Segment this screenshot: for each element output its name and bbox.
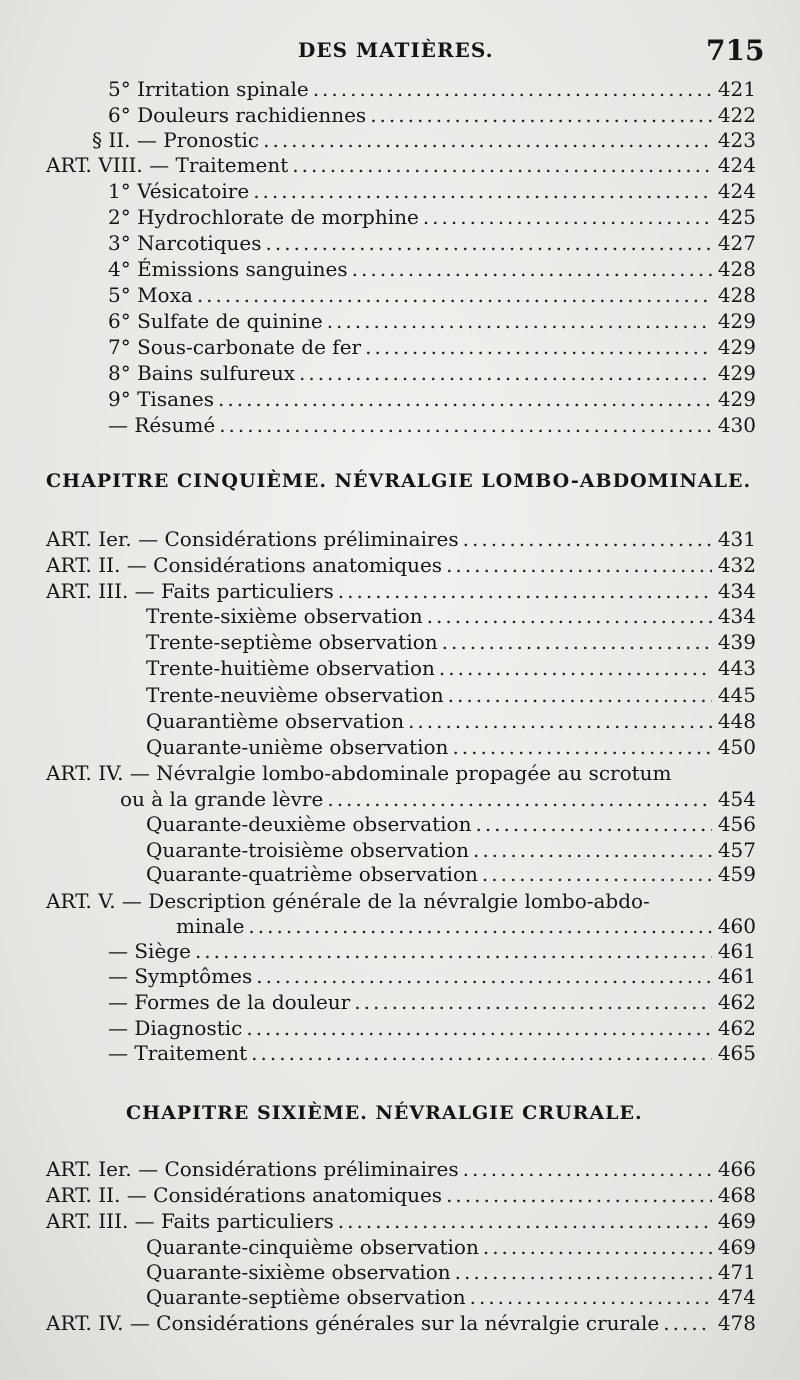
toc-entry-page: 429 (717, 387, 756, 411)
toc-entry-page: 461 (717, 939, 756, 963)
toc-entry-page: 443 (717, 656, 756, 680)
toc-entry (46, 1310, 756, 1336)
toc-entry-page: 454 (717, 787, 756, 811)
toc-entry-text: ART. III. — Faits particuliers (46, 579, 334, 603)
toc-entry-text: Quarante-troisième observation (146, 838, 469, 862)
toc-entry-text: Quarante-cinquième observation (146, 1235, 479, 1259)
toc-entry-page: 434 (717, 604, 756, 628)
toc-entry-page: 450 (717, 735, 756, 759)
toc-entry-page: 457 (717, 838, 756, 862)
toc-entry (146, 682, 756, 708)
toc-entry-text: ART. II. — Considérations anatomiques (46, 1183, 443, 1207)
toc-entry-page: 448 (717, 709, 756, 733)
toc-entry-text: Trente-neuvième observation (146, 683, 444, 707)
toc-entry-page: 474 (717, 1285, 756, 1309)
toc-entry-text: Quarante-sixième observation (146, 1260, 451, 1284)
toc-entry (108, 282, 756, 308)
chapter-heading: CHAPITRE CINQUIÈME. NÉVRALGIE LOMBO-ABDOMINALE. (46, 470, 752, 492)
toc-entry (46, 578, 756, 604)
toc-entry (146, 708, 756, 734)
toc-entry-page: 421 (717, 77, 756, 101)
toc-entry-page: 478 (717, 1311, 756, 1335)
toc-entry (146, 861, 756, 887)
toc-entry-text: Trente-sixième observation (146, 604, 423, 628)
toc-entry-page: 423 (717, 128, 756, 152)
toc-entry-page: 462 (717, 1016, 756, 1040)
toc-entry-text: Quarante-unième observation (146, 735, 449, 759)
toc-entry (46, 152, 756, 178)
toc-entry-text: — Résumé (108, 413, 216, 437)
toc-entry (108, 230, 756, 256)
toc-entry (108, 178, 756, 204)
page-number: 715 (706, 34, 765, 67)
toc-entry (46, 552, 756, 578)
toc-entry-page: 428 (717, 283, 756, 307)
toc-entry (146, 603, 756, 629)
toc-entry (46, 526, 756, 552)
toc-entry-page: 431 (717, 527, 756, 551)
toc-entry (108, 1015, 756, 1041)
toc-entry-text: minale (176, 914, 245, 938)
toc-entry-page: 430 (717, 413, 756, 437)
toc-entry-text: 2° Hydrochlorate de morphine (108, 205, 419, 229)
toc-entry-page: 429 (717, 335, 756, 359)
toc-entry-page: 456 (717, 812, 756, 836)
toc-entry (146, 811, 756, 837)
toc-entry-text: Quarantième observation (146, 709, 405, 733)
toc-entry-page: 471 (717, 1260, 756, 1284)
toc-entry-text: — Diagnostic (108, 1016, 243, 1040)
toc-entry-page: 459 (717, 862, 756, 886)
toc-entry (108, 386, 756, 412)
toc-entry-text: Quarante-deuxième observation (146, 812, 472, 836)
toc-entry (46, 1156, 756, 1182)
toc-entry-page: 445 (717, 683, 756, 707)
toc-entry-text: ART. II. — Considérations anatomiques (46, 553, 443, 577)
toc-entry (108, 76, 756, 102)
toc-entry-page: 422 (717, 103, 756, 127)
toc-entry-text: ART. IV. — Considérations générales sur la névralgie crurale (46, 1311, 660, 1335)
toc-entry (146, 837, 756, 863)
toc-entry-page: 427 (717, 231, 756, 255)
toc-entry-text: — Symptômes (108, 964, 253, 988)
toc-entry (46, 1182, 756, 1208)
toc-entry-page: 429 (717, 361, 756, 385)
toc-entry-page: 425 (717, 205, 756, 229)
toc-entry (108, 256, 756, 282)
toc-entry-text: — Siège (108, 939, 191, 963)
toc-entry-text: 7° Sous-carbonate de fer (108, 335, 362, 359)
toc-entry-text: 3° Narcotiques (108, 231, 262, 255)
toc-entry (146, 655, 756, 681)
page-header (0, 34, 800, 74)
toc-entry-text: Trente-huitième observation (146, 656, 435, 680)
toc-entry-page: 469 (717, 1235, 756, 1259)
toc-entry-text: Trente-septième observation (146, 630, 438, 654)
toc-entry (120, 786, 756, 812)
toc-entry-page: 462 (717, 990, 756, 1014)
toc-entry-text: 4° Émissions sanguines (108, 257, 348, 281)
toc-entry (108, 1040, 756, 1066)
toc-entry-text: Quarante-septième observation (146, 1285, 466, 1309)
toc-entry-page: 468 (717, 1183, 756, 1207)
toc-entry (146, 1284, 756, 1310)
toc-entry-text: — Formes de la douleur (108, 990, 351, 1014)
toc-entry (108, 360, 756, 386)
toc-entry (146, 629, 756, 655)
toc-entry-text: 1° Vésicatoire (108, 179, 250, 203)
toc-entry-page: 460 (717, 914, 756, 938)
toc-entry-text: ART. III. — Faits particuliers (46, 1209, 334, 1233)
toc-entry (146, 734, 756, 760)
toc-entry-page: 429 (717, 309, 756, 333)
toc-entry (108, 334, 756, 360)
toc-entry (108, 102, 756, 128)
toc-entry (108, 204, 756, 230)
toc-entry-page: 424 (717, 179, 756, 203)
toc-entry-text: ART. Ier. — Considérations préliminaires (46, 527, 459, 551)
running-title: DES MATIÈRES. (298, 38, 494, 62)
toc-entry-page: 424 (717, 153, 756, 177)
toc-entry-line: ART. V. — Description générale de la névralgie lombo-abdo- (46, 889, 650, 913)
toc-entry (108, 989, 756, 1015)
toc-entry-text: 8° Bains sulfureux (108, 361, 295, 385)
toc-entry-page: 432 (717, 553, 756, 577)
toc-entry (108, 308, 756, 334)
toc-entry-text: 6° Sulfate de quinine (108, 309, 323, 333)
toc-entry (46, 1208, 756, 1234)
toc-entry-text: 6° Douleurs rachidiennes (108, 103, 367, 127)
toc-entry-text: ART. Ier. — Considérations préliminaires (46, 1157, 459, 1181)
toc-entry (146, 1259, 756, 1285)
toc-entry (176, 913, 756, 939)
toc-entry-page: 461 (717, 964, 756, 988)
toc-entry-page: 428 (717, 257, 756, 281)
toc-entry (108, 412, 756, 438)
toc-entry-text: — Traitement (108, 1041, 248, 1065)
toc-entry (108, 938, 756, 964)
toc-entry-page: 465 (717, 1041, 756, 1065)
toc-entry (146, 1234, 756, 1260)
toc-entry-text: Quarante-quatrième observation (146, 862, 478, 886)
toc-entry-line: ART. IV. — Névralgie lombo-abdominale propagée au scrotum (46, 761, 672, 785)
toc-entry (92, 127, 756, 153)
toc-entry-page: 469 (717, 1209, 756, 1233)
chapter-heading: CHAPITRE SIXIÈME. NÉVRALGIE CRURALE. (126, 1102, 643, 1124)
toc-entry-page: 466 (717, 1157, 756, 1181)
toc-entry-text: ou à la grande lèvre (120, 787, 324, 811)
toc-entry-page: 434 (717, 579, 756, 603)
toc-entry-text: 5° Irritation spinale (108, 77, 309, 101)
toc-entry-text: ART. VIII. — Traitement (46, 153, 289, 177)
toc-entry-text: § II. — Pronostic (92, 128, 260, 152)
toc-entry-page: 439 (717, 630, 756, 654)
toc-entry-text: 9° Tisanes (108, 387, 214, 411)
toc-entry (108, 963, 756, 989)
toc-entry-text: 5° Moxa (108, 283, 193, 307)
